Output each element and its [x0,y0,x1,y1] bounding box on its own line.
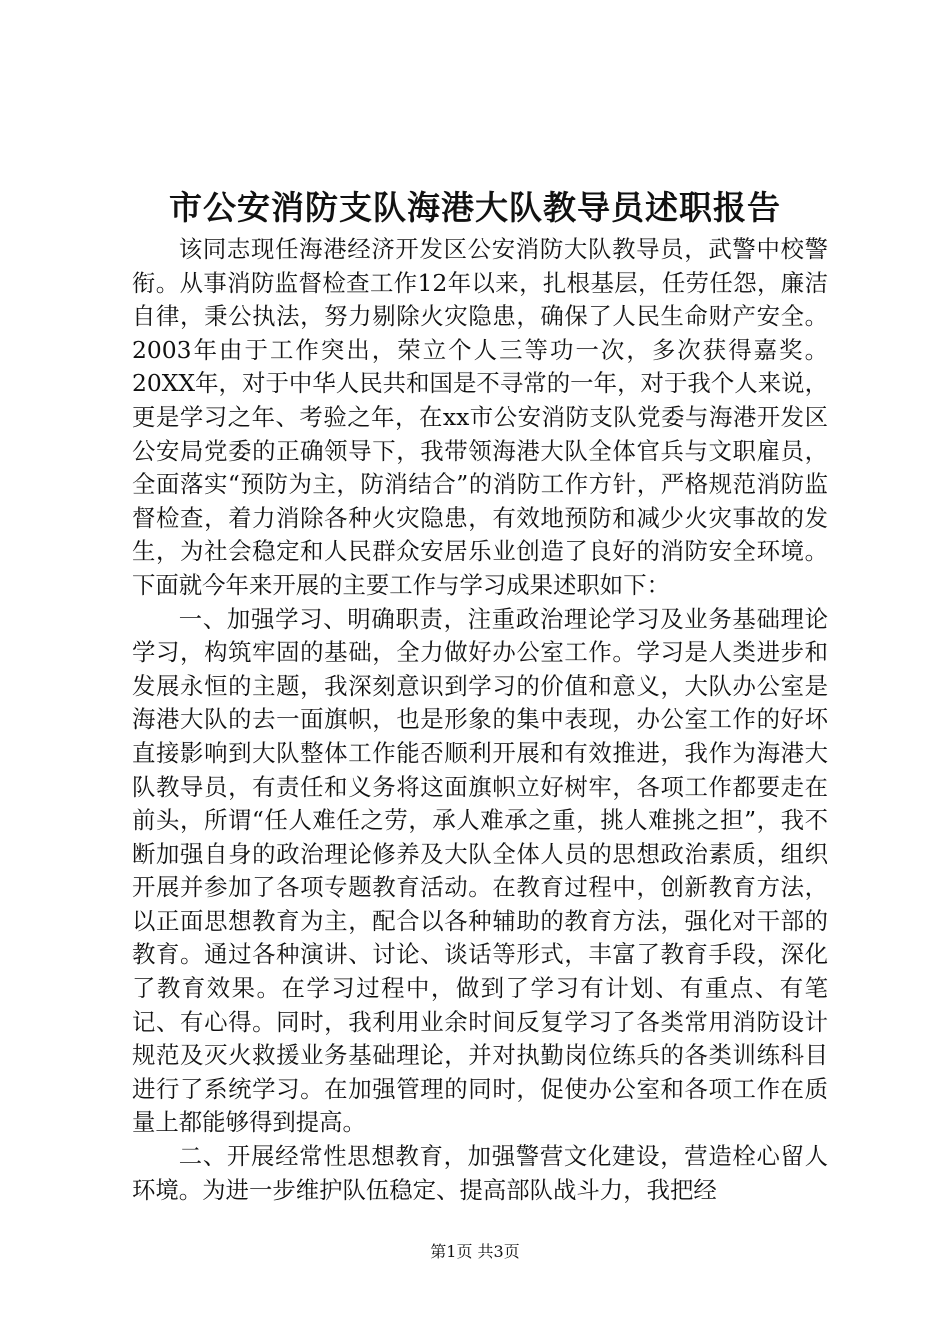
document-title: 市公安消防支队海港大队教导员述职报告 [169,188,781,227]
document-body [132,233,828,1207]
paragraph-section-2: 二、开展经常性思想教育，加强警营文化建设，营造栓心留人环境。为进一步维护队伍稳定、提高部队战斗力，我把经 [132,1142,828,1204]
paragraph-intro: 该同志现任海港经济开发区公安消防大队教导员，武警中校警衔。从事消防监督检查工作12年以来，扎根基层，任劳任怨，廉洁自律，秉公执法，努力剔除火灾隐患，确保了人民生命财产安全。2003年由于工作突出，荣立个人三等功一次，多次获得嘉奖。20XX年，对于中华人民共和国是不寻常的一年，对于我个人来说，更是学习之年、考验之年，在xx市公安消防支队党委与海港开发区公安局党委的正确领导下，我带领海港大队全体官兵与文职雇员，全面落实“预防为主，防消结合”的消防工作方针，严格规范消防监督检查，着力消除各种火灾隐患，有效地预防和减少火灾事故的发生，为社会稳定和人民群众安居乐业创造了良好的消防安全环境。下面就今年来开展的主要工作与学习成果述职如下： [132,235,828,599]
paragraph-section-1: 一、加强学习、明确职责，注重政治理论学习及业务基础理论学习，构筑牢固的基础，全力做好办公室工作。学习是人类进步和发展永恒的主题，我深刻意识到学习的价值和意义，大队办公室是海港大队的去一面旗帜，也是形象的集中表现，办公室工作的好坏直接影响到大队整体工作能否顺利开展和有效推进，我作为海港大队教导员，有责任和义务将这面旗帜立好树牢，各项工作都要走在前头，所谓“任人难任之劳，承人难承之重，挑人难挑之担”，我不断加强自身的政治理论修养及大队全体人员的思想政治素质，组织开展并参加了各项专题教育活动。在教育过程中，创新教育方法，以正面思想教育为主，配合以各种辅助的教育方法，强化对干部的教育。通过各种演讲、讨论、谈话等形式，丰富了教育手段，深化了教育效果。在学习过程中，做到了学习有计划、有重点、有笔记、有心得。同时，我利用业余时间反复学习了各类常用消防设计规范及灭火救援业务基础理论，并对执勤岗位练兵的各类训练科目进行了系统学习。在加强管理的同时，促使办公室和各项工作在质量上都能够得到提高。 [132,604,828,1137]
page-number-footer: 第1页 共3页 [430,1242,520,1261]
